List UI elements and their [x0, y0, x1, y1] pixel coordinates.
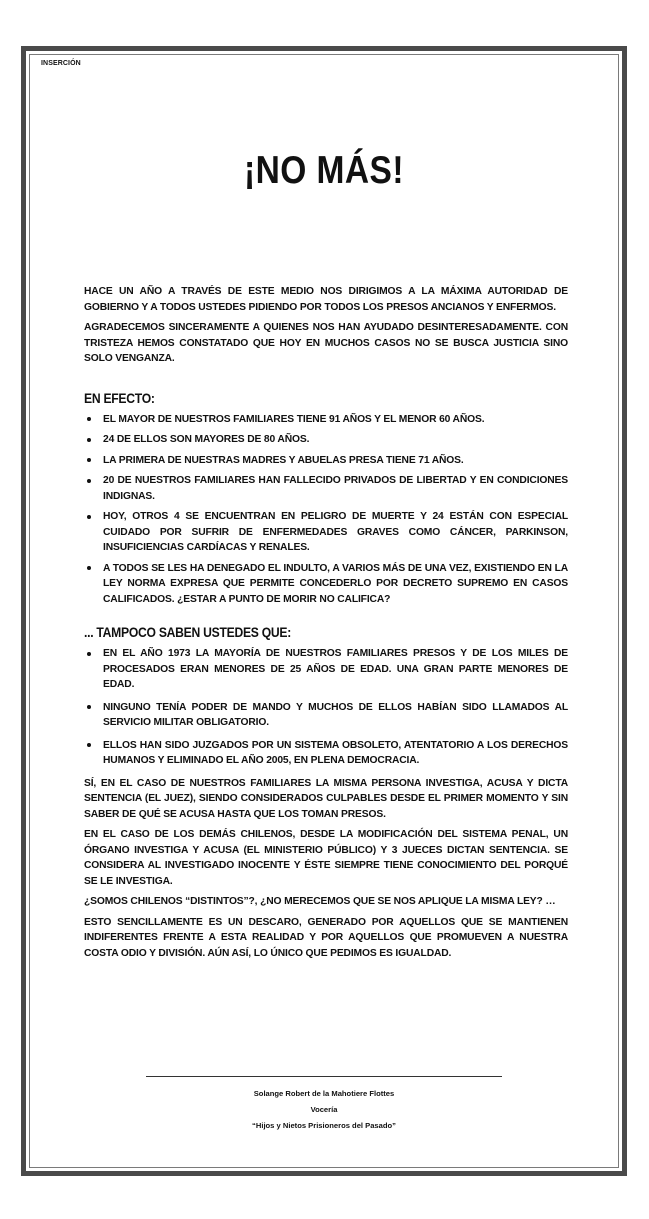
- bullet-list: [84, 412, 568, 608]
- bullet-icon: [87, 458, 91, 462]
- signature-organization: “Hijos y Nietos Prisioneros del Pasado”: [252, 1121, 396, 1130]
- list-item: [84, 432, 568, 448]
- insertion-page: [26, 51, 622, 1171]
- tampoco-section: [84, 625, 568, 961]
- content-body: [84, 284, 568, 966]
- bullet-icon: [87, 479, 91, 483]
- page-frame: [21, 46, 627, 1176]
- list-item: [84, 453, 568, 469]
- list-item: [84, 412, 568, 428]
- page-title: ¡NO MÁS!: [244, 149, 404, 192]
- body-paragraph: SÍ, EN EL CASO DE NUESTROS FAMILIARES LA MISMA PERSONA INVESTIGA, ACUSA Y DICTA SENTENCIA (EL JUEZ), SIENDO CONSIDERADOS CULPABLES DESDE EL PRIMER MOMENTO Y SIN SABER DE QUÉ SE ACUSA HASTA QUE LOS TOMAN PRESOS.: [84, 777, 568, 820]
- intro-paragraph: HACE UN AÑO A TRAVÉS DE ESTE MEDIO NOS DIRIGIMOS A LA MÁXIMA AUTORIDAD DE GOBIERNO Y A TODOS USTEDES PIDIENDO POR TODOS LOS PRESOS ANCIANOS Y ENFERMOS.: [84, 286, 568, 313]
- list-item-text: LA PRIMERA DE NUESTRAS MADRES Y ABUELAS PRESA TIENE 71 AÑOS.: [103, 454, 464, 466]
- list-item: [84, 738, 568, 769]
- bullet-icon: [87, 566, 91, 570]
- bullet-icon: [87, 652, 91, 656]
- list-item-text: EL MAYOR DE NUESTROS FAMILIARES TIENE 91 AÑOS Y EL MENOR 60 AÑOS.: [103, 413, 485, 425]
- intro-section: [84, 284, 568, 367]
- bullet-icon: [87, 417, 91, 421]
- list-item: [84, 646, 568, 693]
- section-heading: EN EFECTO:: [84, 390, 155, 406]
- list-item-text: 20 DE NUESTROS FAMILIARES HAN FALLECIDO PRIVADOS DE LIBERTAD Y EN CONDICIONES INDIGNAS.: [103, 475, 568, 502]
- signature-role: Vocería: [310, 1105, 338, 1114]
- bullet-icon: [87, 515, 91, 519]
- list-item: [84, 561, 568, 608]
- signature-block: [26, 1076, 622, 1134]
- section-heading: ... TAMPOCO SABEN USTEDES QUE:: [84, 625, 292, 640]
- body-paragraph: ¿SOMOS CHILENOS “DISTINTOS”?, ¿NO MERECEMOS QUE SE NOS APLIQUE LA MISMA LEY? …: [84, 896, 556, 907]
- intro-paragraph: AGRADECEMOS SINCERAMENTE A QUIENES NOS HAN AYUDADO DESINTERESADAMENTE. CON TRISTEZA HEMOS CONSTATADO QUE HOY EN MUCHOS CASOS NO SE BUSCA JUSTICIA SINO SOLO VENGANZA.: [84, 322, 568, 364]
- bullet-icon: [87, 438, 91, 442]
- list-item: [84, 700, 568, 731]
- list-item-text: HOY, OTROS 4 SE ENCUENTRAN EN PELIGRO DE MUERTE Y 24 ESTÁN CON ESPECIAL CUIDADO POR SUFRIR DE ENFERMEDADES GRAVES COMO CÁNCER, PARKINSON, INSUFICIENCIAS CARDÍACAS Y RENALES.: [103, 511, 568, 553]
- body-paragraph: ESTO SENCILLAMENTE ES UN DESCARO, GENERADO POR AQUELLOS QUE SE MANTIENEN INDIFERENTES FRENTE A ESTA REALIDAD Y POR AQUELLOS QUE PROMUEVEN A NUESTRA COSTA ODIO Y DIVISIÓN. AÚN ASÍ, LO ÚNICO QUE PEDIMOS ES IGUALDAD.: [84, 916, 568, 959]
- list-item-text: ELLOS HAN SIDO JUZGADOS POR UN SISTEMA OBSOLETO, ATENTATORIO A LOS DERECHOS HUMANOS Y ELIMINADO EL AÑO 2005, EN PLENA DEMOCRACIA.: [103, 739, 568, 766]
- body-paragraph: EN EL CASO DE LOS DEMÁS CHILENOS, DESDE LA MODIFICACIÓN DEL SISTEMA PENAL, UN ÓRGANO INVESTIGA Y ACUSA (EL MINISTERIO PÚBLICO) Y 3 JUECES DICTAN SENTENCIA. SE CONSIDERA AL INVESTIGADO INOCENTE Y ÉSTE SIEMPRE TIENE CONOCIMIENTO DEL PORQUÉ SE LE INVESTIGA.: [84, 829, 568, 887]
- en-efecto-section: [84, 391, 568, 608]
- bullet-icon: [87, 743, 91, 747]
- list-item: [84, 509, 568, 556]
- list-item-text: A TODOS SE LES HA DENEGADO EL INDULTO, A VARIOS MÁS DE UNA VEZ, EXISTIENDO EN LA LEY NORMA EXPRESA QUE PERMITE CONCEDERLO POR DECRETO SUPREMO EN CASOS CALIFICADOS. ¿ESTAR A PUNTO DE MORIR NO CALIFICA?: [103, 562, 568, 605]
- signature-line: [146, 1076, 502, 1077]
- bullet-list: [84, 646, 568, 769]
- insertion-label: INSERCIÓN: [41, 60, 81, 67]
- signature-name: Solange Robert de la Mahotiere Flottes: [253, 1089, 395, 1098]
- list-item-text: 24 DE ELLOS SON MAYORES DE 80 AÑOS.: [103, 434, 310, 445]
- bullet-icon: [87, 705, 91, 709]
- list-item: [84, 473, 568, 504]
- list-item-text: EN EL AÑO 1973 LA MAYORÍA DE NUESTROS FAMILIARES PRESOS Y DE LOS MILES DE PROCESADOS ERAN MENORES DE 25 AÑOS DE EDAD. UNA GRAN PARTE MENORES DE EDAD.: [103, 648, 568, 690]
- list-item-text: NINGUNO TENÍA PODER DE MANDO Y MUCHOS DE ELLOS HABÍAN SIDO LLAMADOS AL SERVICIO MILITAR OBLIGATORIO.: [103, 701, 568, 728]
